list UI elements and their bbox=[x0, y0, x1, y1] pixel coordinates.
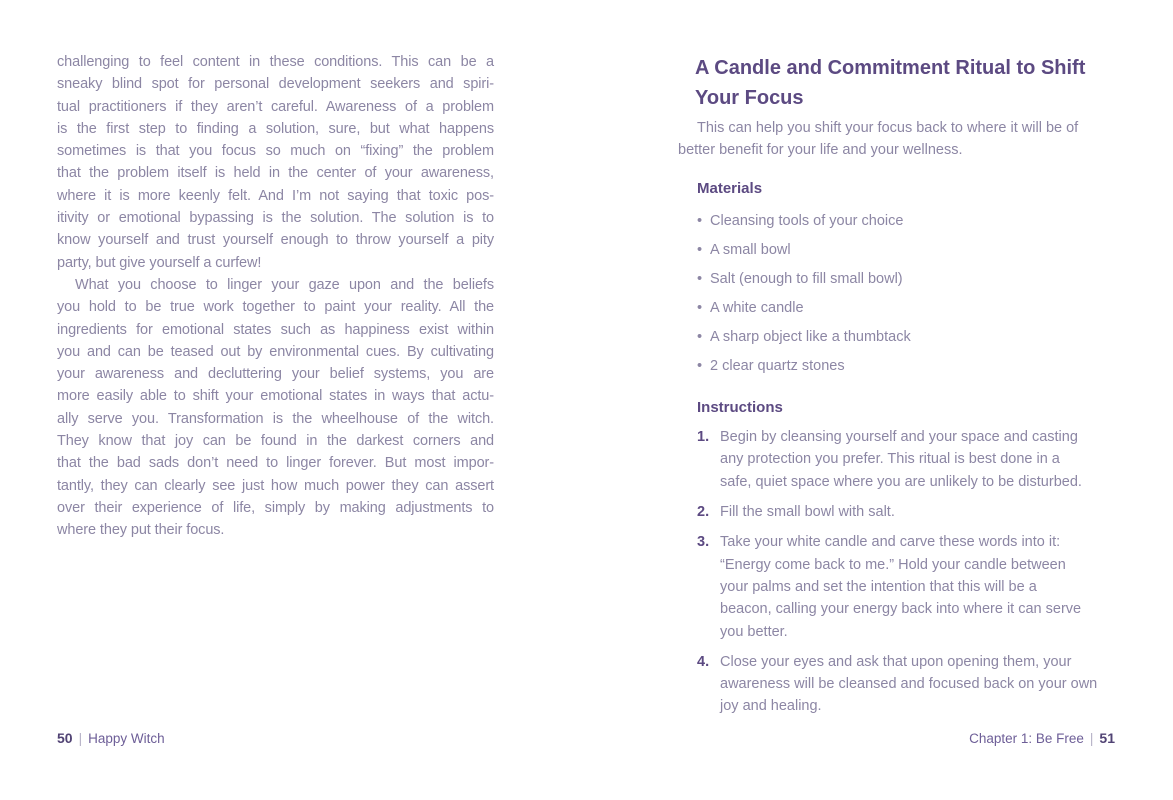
text-line: sneaky blind spot for personal development seekers and spiri- bbox=[57, 76, 494, 93]
text-line: over their experience of life, simply by making adjustments to bbox=[57, 499, 494, 516]
bullet-icon: • bbox=[697, 270, 703, 287]
right-page bbox=[678, 53, 1118, 718]
step-text bbox=[720, 426, 1118, 493]
text-line: tantly, they can clearly see just how much power they can assert bbox=[57, 477, 494, 494]
text-line: more easily able to shift your emotional states in ways that actu- bbox=[57, 388, 494, 405]
step-number: 1. bbox=[697, 429, 710, 446]
material-item-label: Cleansing tools of your choice bbox=[710, 212, 904, 229]
text-line: is the first step to finding a solution, sure, but what happens bbox=[57, 120, 494, 137]
instructions-list bbox=[697, 426, 1118, 718]
text-line: where it is more keenly felt. And I’m not saying that toxic pos- bbox=[57, 187, 494, 204]
step-text bbox=[720, 501, 1118, 523]
right-page-footer bbox=[969, 730, 1115, 746]
text-line: your awareness and decluttering your belief systems, you are bbox=[57, 366, 494, 383]
step-text bbox=[720, 531, 1118, 642]
text-line: Take your white candle and carve these words into it: bbox=[720, 534, 1061, 551]
text-line: “Energy come back to me.” Hold your candle between bbox=[720, 556, 1066, 573]
text-line: you and can be teased out by environmental cues. By cultivating bbox=[57, 343, 494, 360]
page-number-left: 50 bbox=[57, 730, 73, 746]
step-number: 3. bbox=[697, 534, 710, 551]
material-item bbox=[697, 352, 1118, 381]
material-item-label: A white candle bbox=[710, 299, 804, 316]
footer-separator-right: | bbox=[1089, 731, 1094, 746]
book-title: Happy Witch bbox=[88, 731, 165, 746]
instruction-step bbox=[697, 501, 1118, 523]
material-item bbox=[697, 207, 1118, 236]
material-item bbox=[697, 323, 1118, 352]
text-line: They know that joy can be found in the darkest corners and bbox=[57, 433, 494, 450]
text-line: safe, quiet space where you are unlikely to be disturbed. bbox=[720, 473, 1082, 490]
bullet-icon: • bbox=[697, 357, 703, 374]
text-line: Begin by cleansing yourself and your space and casting bbox=[720, 429, 1078, 446]
section-heading bbox=[695, 53, 1118, 113]
material-item-label: 2 clear quartz stones bbox=[710, 357, 845, 374]
text-line: A Candle and Commitment Ritual to Shift bbox=[695, 57, 1086, 79]
page-number-right: 51 bbox=[1099, 730, 1115, 746]
instructions-heading: Instructions bbox=[697, 398, 783, 416]
text-line: you better. bbox=[720, 623, 788, 640]
material-item bbox=[697, 294, 1118, 323]
paragraph bbox=[57, 51, 494, 274]
material-item-label: A sharp object like a thumbtack bbox=[710, 328, 911, 345]
text-line: What you choose to linger your gaze upon and the beliefs bbox=[75, 276, 494, 293]
text-line: Fill the small bowl with salt. bbox=[720, 504, 895, 521]
bullet-icon: • bbox=[697, 299, 703, 316]
text-line: beacon, calling your energy back into where it can serve bbox=[720, 601, 1082, 618]
step-number: 4. bbox=[697, 653, 710, 670]
materials-list bbox=[697, 207, 1118, 381]
text-line: party, but give yourself a curfew! bbox=[57, 254, 262, 271]
step-number: 2. bbox=[697, 504, 710, 521]
bullet-icon: • bbox=[697, 241, 703, 258]
text-line: any protection you prefer. This ritual is best done in a bbox=[720, 451, 1060, 468]
text-line: better benefit for your life and your wellness. bbox=[678, 142, 963, 159]
instruction-step bbox=[697, 531, 1118, 642]
text-line: itivity or emotional bypassing is the solution. The solution is to bbox=[57, 210, 494, 227]
text-line: ingredients for emotional states such as happiness exist within bbox=[57, 321, 494, 338]
paragraph bbox=[57, 274, 494, 542]
text-line: your palms and set the intention that this will be a bbox=[720, 578, 1037, 595]
material-item-label: Salt (enough to fill small bowl) bbox=[710, 270, 903, 287]
instruction-step bbox=[697, 426, 1118, 493]
step-text bbox=[720, 651, 1118, 718]
text-line: Close your eyes and ask that upon opening them, your bbox=[720, 653, 1072, 670]
material-item-label: A small bowl bbox=[710, 241, 791, 258]
text-line: ally serve you. Transformation is the wheelhouse of the witch. bbox=[57, 410, 494, 427]
text-line: Your Focus bbox=[695, 87, 804, 109]
bullet-icon: • bbox=[697, 212, 703, 229]
material-item bbox=[697, 236, 1118, 265]
instruction-step bbox=[697, 651, 1118, 718]
text-line: awareness will be cleansed and focused back on your own bbox=[720, 676, 1098, 693]
left-page-footer bbox=[57, 730, 165, 746]
text-line: tual practitioners if they aren’t careful. Awareness of a problem bbox=[57, 98, 494, 115]
materials-heading: Materials bbox=[697, 179, 763, 197]
text-line: you hold to be true work together to paint your reality. All the bbox=[57, 299, 494, 316]
chapter-title: Chapter 1: Be Free bbox=[969, 731, 1084, 746]
text-line: joy and healing. bbox=[720, 698, 822, 715]
text-line: know yourself and trust yourself enough to throw yourself a pity bbox=[57, 232, 494, 249]
text-line: where they put their focus. bbox=[57, 522, 225, 539]
text-line: that the bad sads don’t need to linger forever. But most impor- bbox=[57, 455, 494, 472]
material-item bbox=[697, 265, 1118, 294]
bullet-icon: • bbox=[697, 328, 703, 345]
intro-paragraph bbox=[678, 117, 1118, 162]
left-page-text bbox=[57, 51, 494, 542]
text-line: sometimes is that you focus so much on “fixing” the problem bbox=[57, 143, 494, 160]
text-line: This can help you shift your focus back to where it will be of bbox=[697, 120, 1079, 136]
text-line: that the problem itself is held in the center of your awareness, bbox=[57, 165, 494, 182]
footer-separator-left: | bbox=[78, 731, 83, 746]
text-line: challenging to feel content in these conditions. This can be a bbox=[57, 54, 494, 70]
